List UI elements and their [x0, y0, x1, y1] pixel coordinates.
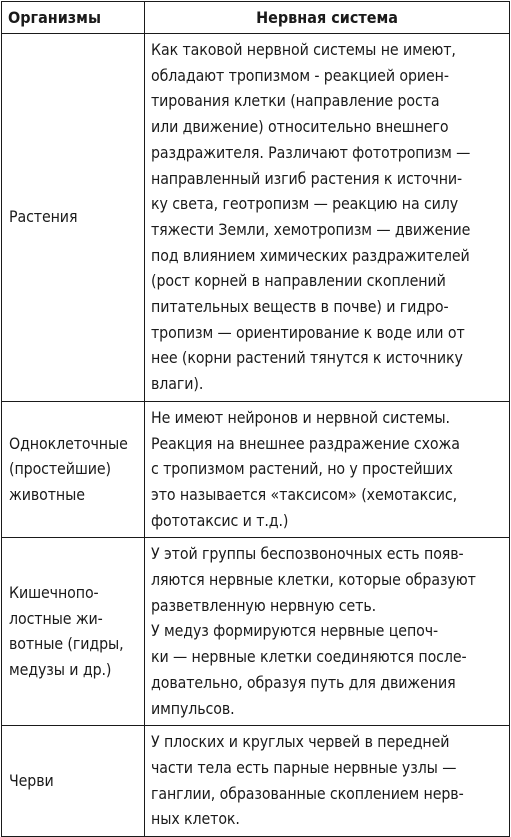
- description-cell: Как таковой нервной системы не имеют, обладают тропизмом - реакцией ориен- тирования клетки (направление роста или движение) относительно внешнего раздражителя. Различают фототропизм — направленный изгиб растения к источни- ку света, геотропизм — реакцию на силу тяжести Земли, хемотропизм — движение под влиянием химических раздражителей (рост корней в направлении скоплений питательных веществ в почве) и гидро- тропизм — ориентирование к воде или от нее (корни растений тянутся к источнику влаги).: [145, 34, 510, 402]
- description-cell: У плоских и круглых червей в передней части тела есть парные нервные узлы — ганглии, образованные скоплением нерв- ных клеток.: [145, 726, 510, 837]
- header-nervous-system: Нервная система: [145, 2, 510, 34]
- organism-cell: Одноклеточные (простейшие) животные: [2, 401, 145, 538]
- organism-cell: Растения: [2, 34, 145, 402]
- description-cell: Не имеют нейронов и нервной системы. Реакция на внешнее раздражение схожа с тропизмом растений, но у простейших это называется «таксисом» (хемотаксис, фототаксис и т.д.): [145, 401, 510, 538]
- header-organisms: Организмы: [2, 2, 145, 34]
- organism-cell: Черви: [2, 726, 145, 837]
- table-row: [2, 538, 510, 726]
- organism-cell: Кишечнопо- лостные жи- вотные (гидры, медузы и др.): [2, 538, 145, 726]
- description-cell: У этой группы беспозвоночных есть появ- ляются нервные клетки, которые образуют разветвленную нервную сеть. У медуз формируются нервные цепоч- ки — нервные клетки соединяются после- довательно, образуя путь для движения импульсов.: [145, 538, 510, 726]
- organisms-nervous-system-table: [1, 1, 510, 837]
- table-row: [2, 726, 510, 837]
- header-row: [2, 2, 510, 34]
- table-row: [2, 401, 510, 538]
- table-row: [2, 34, 510, 402]
